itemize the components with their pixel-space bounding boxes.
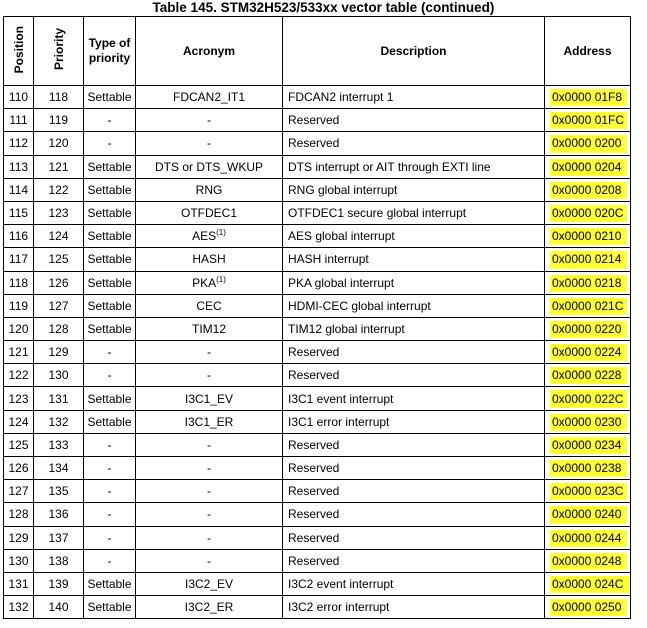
cell-position: 121 — [4, 341, 34, 364]
address-text: 0x0000 0240 — [552, 507, 622, 522]
table-row — [4, 109, 631, 132]
acronym-text: - — [207, 136, 211, 151]
table-body — [4, 86, 631, 619]
cell-description: Reserved — [283, 457, 545, 480]
cell-acronym — [136, 225, 283, 248]
cell-type: - — [84, 364, 136, 387]
address-text: 0x0000 0214 — [552, 252, 622, 267]
cell-address — [545, 317, 631, 340]
cell-description: I3C2 error interrupt — [283, 596, 545, 619]
table-row — [4, 572, 631, 595]
table-row — [4, 248, 631, 271]
header-position: Position — [4, 17, 34, 86]
cell-description: Reserved — [283, 433, 545, 456]
cell-priority: 126 — [34, 271, 84, 294]
cell-address — [545, 410, 631, 433]
header-row — [4, 17, 631, 86]
cell-type: Settable — [84, 86, 136, 109]
cell-priority: 133 — [34, 433, 84, 456]
cell-type: Settable — [84, 572, 136, 595]
address-text: 0x0000 021C — [552, 298, 624, 313]
address-text: 0x0000 022C — [552, 391, 624, 406]
cell-type: Settable — [84, 178, 136, 201]
cell-position: 126 — [4, 457, 34, 480]
acronym-text: - — [207, 368, 211, 383]
cell-position: 110 — [4, 86, 34, 109]
cell-position: 131 — [4, 572, 34, 595]
cell-priority: 128 — [34, 317, 84, 340]
cell-priority: 138 — [34, 549, 84, 572]
cell-description: TIM12 global interrupt — [283, 317, 545, 340]
address-text: 0x0000 0228 — [552, 368, 622, 383]
acronym-text: RNG — [195, 182, 223, 197]
cell-address — [545, 526, 631, 549]
footnote-ref: (1) — [216, 228, 226, 238]
cell-address — [545, 364, 631, 387]
cell-position: 129 — [4, 526, 34, 549]
table-row — [4, 503, 631, 526]
acronym-text: - — [207, 437, 211, 452]
table-row — [4, 132, 631, 155]
footnote-ref: (1) — [216, 274, 226, 284]
cell-type: Settable — [84, 201, 136, 224]
address-text: 0x0000 0244 — [552, 530, 622, 545]
cell-acronym — [136, 572, 283, 595]
cell-address — [545, 271, 631, 294]
cell-address — [545, 457, 631, 480]
cell-address — [545, 549, 631, 572]
acronym-text: PKA — [192, 275, 217, 290]
table-row — [4, 294, 631, 317]
cell-description: Reserved — [283, 109, 545, 132]
address-text: 0x0000 01FC — [552, 113, 625, 128]
address-text: 0x0000 0250 — [552, 600, 622, 615]
cell-acronym — [136, 457, 283, 480]
cell-address — [545, 433, 631, 456]
table-row — [4, 155, 631, 178]
cell-acronym — [136, 433, 283, 456]
cell-address — [545, 572, 631, 595]
cell-acronym — [136, 109, 283, 132]
cell-priority: 118 — [34, 86, 84, 109]
cell-position: 117 — [4, 248, 34, 271]
cell-priority: 137 — [34, 526, 84, 549]
cell-description: HDMI-CEC global interrupt — [283, 294, 545, 317]
address-text: 0x0000 0230 — [552, 414, 622, 429]
cell-type: - — [84, 503, 136, 526]
table-row — [4, 201, 631, 224]
table-row — [4, 596, 631, 619]
table-row — [4, 225, 631, 248]
cell-priority: 139 — [34, 572, 84, 595]
acronym-text: HASH — [192, 252, 226, 267]
header-priority: Priority — [34, 17, 84, 86]
cell-address — [545, 503, 631, 526]
cell-address — [545, 480, 631, 503]
cell-position: 116 — [4, 225, 34, 248]
cell-description: FDCAN2 interrupt 1 — [283, 86, 545, 109]
cell-acronym — [136, 294, 283, 317]
table-row — [4, 341, 631, 364]
cell-acronym — [136, 132, 283, 155]
acronym-text: FDCAN2_IT1 — [172, 90, 246, 105]
cell-address — [545, 109, 631, 132]
cell-type: Settable — [84, 410, 136, 433]
cell-address — [545, 132, 631, 155]
cell-type: Settable — [84, 225, 136, 248]
cell-priority: 140 — [34, 596, 84, 619]
cell-priority: 123 — [34, 201, 84, 224]
cell-description: Reserved — [283, 503, 545, 526]
cell-acronym — [136, 248, 283, 271]
cell-description: OTFDEC1 secure global interrupt — [283, 201, 545, 224]
table-row — [4, 387, 631, 410]
cell-position: 130 — [4, 549, 34, 572]
address-text: 0x0000 0220 — [552, 321, 622, 336]
cell-address — [545, 596, 631, 619]
cell-address — [545, 201, 631, 224]
cell-address — [545, 387, 631, 410]
cell-priority: 125 — [34, 248, 84, 271]
cell-description: I3C1 error interrupt — [283, 410, 545, 433]
acronym-text: TIM12 — [191, 321, 226, 336]
cell-position: 120 — [4, 317, 34, 340]
cell-description: RNG global interrupt — [283, 178, 545, 201]
table-row — [4, 526, 631, 549]
cell-acronym — [136, 155, 283, 178]
acronym-text: I3C1_EV — [184, 391, 234, 406]
cell-description: Reserved — [283, 549, 545, 572]
address-text: 0x0000 0208 — [552, 182, 622, 197]
vector-table — [3, 16, 631, 619]
cell-type: Settable — [84, 317, 136, 340]
acronym-text: - — [207, 484, 211, 499]
cell-type: Settable — [84, 596, 136, 619]
cell-position: 119 — [4, 294, 34, 317]
cell-description: Reserved — [283, 480, 545, 503]
cell-type: - — [84, 526, 136, 549]
cell-acronym — [136, 387, 283, 410]
cell-type: Settable — [84, 271, 136, 294]
address-text: 0x0000 01F8 — [552, 90, 623, 105]
table-row — [4, 457, 631, 480]
table-row — [4, 317, 631, 340]
cell-description: Reserved — [283, 364, 545, 387]
cell-priority: 121 — [34, 155, 84, 178]
cell-acronym — [136, 341, 283, 364]
address-text: 0x0000 0200 — [552, 136, 622, 151]
table-row — [4, 271, 631, 294]
cell-type: - — [84, 549, 136, 572]
address-text: 0x0000 0204 — [552, 159, 622, 174]
address-text: 0x0000 024C — [552, 577, 624, 592]
cell-acronym — [136, 503, 283, 526]
cell-priority: 122 — [34, 178, 84, 201]
cell-position: 124 — [4, 410, 34, 433]
cell-type: - — [84, 480, 136, 503]
cell-priority: 134 — [34, 457, 84, 480]
cell-position: 122 — [4, 364, 34, 387]
address-text: 0x0000 0238 — [552, 461, 622, 476]
acronym-text: - — [207, 530, 211, 545]
cell-priority: 120 — [34, 132, 84, 155]
table-row — [4, 433, 631, 456]
cell-acronym — [136, 364, 283, 387]
acronym-text: - — [207, 345, 211, 360]
cell-priority: 135 — [34, 480, 84, 503]
header-address: Address — [545, 17, 631, 86]
acronym-text: I3C1_ER — [184, 414, 234, 429]
cell-address — [545, 86, 631, 109]
cell-acronym — [136, 178, 283, 201]
header-type: Type of priority — [84, 17, 136, 86]
acronym-text: I3C2_ER — [184, 600, 234, 615]
acronym-text: - — [207, 113, 211, 128]
cell-priority: 136 — [34, 503, 84, 526]
cell-acronym — [136, 596, 283, 619]
cell-description: PKA global interrupt — [283, 271, 545, 294]
address-text: 0x0000 020C — [552, 206, 624, 221]
table-row — [4, 480, 631, 503]
cell-address — [545, 341, 631, 364]
cell-acronym — [136, 86, 283, 109]
acronym-text: OTFDEC1 — [180, 206, 237, 221]
cell-description: I3C2 event interrupt — [283, 572, 545, 595]
address-text: 0x0000 0218 — [552, 275, 622, 290]
acronym-text: CEC — [196, 298, 222, 313]
cell-acronym — [136, 317, 283, 340]
cell-acronym — [136, 271, 283, 294]
cell-priority: 124 — [34, 225, 84, 248]
cell-priority: 131 — [34, 387, 84, 410]
address-text: 0x0000 0234 — [552, 437, 622, 452]
cell-type: Settable — [84, 294, 136, 317]
cell-address — [545, 294, 631, 317]
address-text: 0x0000 0210 — [552, 229, 622, 244]
header-acronym: Acronym — [136, 17, 283, 86]
cell-type: - — [84, 132, 136, 155]
cell-priority: 132 — [34, 410, 84, 433]
cell-type: - — [84, 457, 136, 480]
cell-description: AES global interrupt — [283, 225, 545, 248]
cell-type: - — [84, 109, 136, 132]
cell-position: 125 — [4, 433, 34, 456]
cell-position: 128 — [4, 503, 34, 526]
table-row — [4, 86, 631, 109]
cell-acronym — [136, 480, 283, 503]
cell-acronym — [136, 549, 283, 572]
cell-position: 114 — [4, 178, 34, 201]
cell-address — [545, 155, 631, 178]
cell-position: 123 — [4, 387, 34, 410]
cell-type: Settable — [84, 155, 136, 178]
cell-type: - — [84, 433, 136, 456]
cell-priority: 130 — [34, 364, 84, 387]
address-text: 0x0000 0224 — [552, 345, 622, 360]
cell-type: - — [84, 341, 136, 364]
address-text: 0x0000 0248 — [552, 553, 622, 568]
cell-acronym — [136, 526, 283, 549]
table-row — [4, 549, 631, 572]
cell-position: 132 — [4, 596, 34, 619]
acronym-text: - — [207, 507, 211, 522]
cell-type: Settable — [84, 387, 136, 410]
cell-description: I3C1 event interrupt — [283, 387, 545, 410]
cell-address — [545, 225, 631, 248]
cell-position: 127 — [4, 480, 34, 503]
header-description: Description — [283, 17, 545, 86]
cell-acronym — [136, 410, 283, 433]
acronym-text: DTS or DTS_WKUP — [154, 159, 263, 174]
cell-type: Settable — [84, 248, 136, 271]
cell-priority: 119 — [34, 109, 84, 132]
table-row — [4, 178, 631, 201]
cell-description: DTS interrupt or AIT through EXTI line — [283, 155, 545, 178]
table-row — [4, 410, 631, 433]
cell-position: 118 — [4, 271, 34, 294]
cell-position: 112 — [4, 132, 34, 155]
address-text: 0x0000 023C — [552, 484, 624, 499]
cell-description: HASH interrupt — [283, 248, 545, 271]
acronym-text: AES — [192, 229, 217, 244]
cell-priority: 129 — [34, 341, 84, 364]
cell-description: Reserved — [283, 132, 545, 155]
table-title: Table 145. STM32H523/533xx vector table (continued) — [152, 0, 495, 15]
cell-description: Reserved — [283, 341, 545, 364]
cell-acronym — [136, 201, 283, 224]
table-row — [4, 364, 631, 387]
cell-address — [545, 248, 631, 271]
cell-position: 115 — [4, 201, 34, 224]
acronym-text: I3C2_EV — [184, 577, 234, 592]
cell-position: 111 — [4, 109, 34, 132]
acronym-text: - — [207, 553, 211, 568]
cell-address — [545, 178, 631, 201]
cell-description: Reserved — [283, 526, 545, 549]
cell-priority: 127 — [34, 294, 84, 317]
acronym-text: - — [207, 461, 211, 476]
cell-position: 113 — [4, 155, 34, 178]
